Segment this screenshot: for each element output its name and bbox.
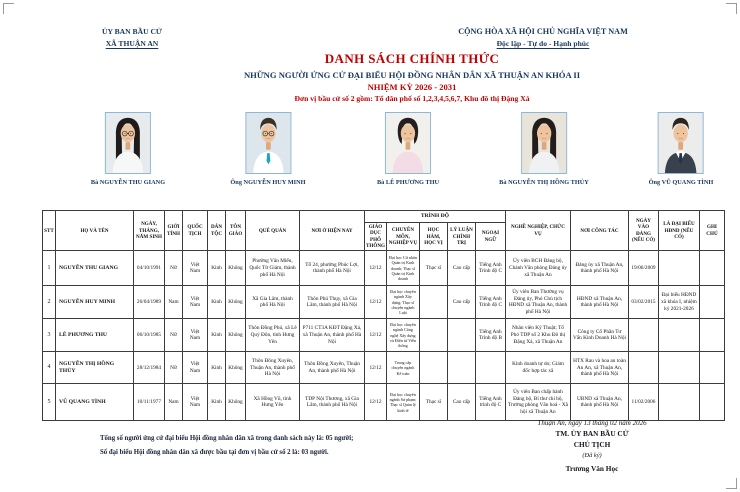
table-cell: 10/11/1977 (134, 384, 165, 421)
national-motto: Độc lập - Tự do - Hạnh phúc (496, 39, 590, 49)
signing-body: TM. ỦY BAN BẦU CỬ (555, 429, 629, 438)
table-cell (419, 286, 447, 319)
signer-name: Trương Văn Học (565, 464, 619, 473)
table-cell: Nam (165, 384, 183, 421)
table-cell: 12/12 (365, 319, 387, 352)
table-cell: Việt Nam (183, 352, 208, 384)
column-header: NƠI Ở HIỆN NAY (300, 211, 365, 251)
candidate-caption: Bà NGUYỄN THỊ HỒNG THỦY (499, 179, 589, 186)
table-cell: Đảng ủy xã Thuận An, thành phố Hà Nội (570, 251, 628, 286)
table-cell: NGUYỄN THU GIANG (56, 251, 134, 286)
table-cell: Việt Nam (183, 319, 208, 352)
table-cell (475, 352, 505, 384)
table-cell: Tiếng Anh trình độ C (475, 384, 505, 421)
candidate-figure (499, 112, 589, 186)
table-cell: Thôn Đồng Xuyên, Thuận An, thành phố Hà Nội (300, 352, 365, 384)
column-subheader: LÝ LUẬN CHÍNH TRỊ (447, 223, 475, 251)
constituency-line: Đơn vị bầu cử số 2 gồm: Tổ dân phố số 1,2,3,4,5,6,7, Khu đô thị Đặng Xá (294, 94, 530, 103)
table-cell: Nam (165, 286, 183, 319)
table-cell: 19/06/2009 (628, 251, 658, 286)
crop-mark-bottom-right (726, 478, 737, 489)
table-cell (658, 384, 699, 421)
table-cell: Tổ 24, phường Phúc Lợi, thành phố Hà Nội (300, 251, 365, 286)
table-cell: Không (226, 286, 246, 319)
table-cell: Việt Nam (183, 286, 208, 319)
table-cell: 04/10/1991 (134, 251, 165, 286)
document-subtitle: NHỮNG NGƯỜI ỨNG CỬ ĐẠI BIỂU HỘI ĐỒNG NHÂN DÂN XÃ THUẬN AN KHÓA II (243, 70, 581, 80)
candidate-photo (658, 112, 704, 174)
table-header-row (43, 211, 725, 223)
column-header: NGÀY, THÁNG, NĂM SINH (134, 211, 165, 251)
table-cell: Nữ (165, 251, 183, 286)
table-cell: 26/04/1989 (134, 286, 165, 319)
table-cell: Tiếng Anh Trình độ C (475, 286, 505, 319)
document-title-block (84, 51, 740, 103)
candidates-table (42, 210, 725, 421)
table-cell: NGUYỄN THỊ HỒNG THỦY (56, 352, 134, 384)
place-date-line: Thuận An, ngày 13 tháng 02 năm 2026 (537, 419, 647, 427)
table-cell (419, 319, 447, 352)
table-row (43, 352, 725, 384)
table-cell: Đại học chuyên ngành Sư phạm; Thạc sĩ Quản lý kinh tế (386, 384, 419, 421)
table-cell: 06/10/1985 (134, 319, 165, 352)
table-row (43, 384, 725, 421)
authority-name: ỦY BAN BẦU CỬ (102, 27, 162, 36)
signed-note: (Đã ký) (582, 452, 602, 459)
candidate-figure (649, 112, 714, 186)
crop-mark-top-right (726, 3, 737, 14)
candidate-caption: Ông NGUYỄN HUY MINH (230, 179, 306, 186)
table-cell: TDP Nội Thương, xã Gia Lâm, thành phố Hà Nội (300, 384, 365, 421)
column-header: QUÊ QUÁN (246, 211, 300, 251)
table-cell: Công ty Cổ Phần Tư Vấn Kinh Doanh Hà Nội (570, 319, 628, 352)
column-group-header: TRÌNH ĐỘ (365, 211, 506, 223)
table-cell (699, 251, 724, 286)
table-cell: 12/12 (365, 384, 387, 421)
issuing-authority-block (52, 26, 212, 50)
candidate-figure (91, 112, 165, 186)
table-cell: Việt Nam (183, 384, 208, 421)
table-cell: Xã Hồng Vũ, tỉnh Hưng Yên (246, 384, 300, 421)
column-subheader: NGOẠI NGỮ (475, 223, 505, 251)
candidate-photo (245, 112, 291, 174)
table-cell (447, 319, 475, 352)
table-cell: Kinh (208, 319, 226, 352)
table-cell: Đại biểu HĐND xã khóa I, nhiệm kỳ 2021-2026 (658, 286, 699, 319)
term-line: NHIỆM KỲ 2026 - 2031 (367, 82, 457, 92)
candidate-caption: Bà LÊ PHƯƠNG THU (376, 179, 440, 186)
table-cell (419, 352, 447, 384)
column-subheader: GIÁO DỤC PHỔ THÔNG (366, 224, 385, 250)
table-cell (699, 352, 724, 384)
table-cell: Nữ (165, 319, 183, 352)
table-cell: 11/02/2006 (628, 384, 658, 421)
table-cell: Ủy viên Ban chấp hành Đảng bộ, Bí thư chi bộ, Trưởng phòng Văn hoá - Xã hội xã Thuận An (505, 384, 570, 421)
table-cell: Không (226, 319, 246, 352)
table-cell (699, 319, 724, 352)
table-cell: 12/12 (365, 352, 387, 384)
signature-block (458, 419, 726, 473)
column-header: TÔN GIÁO (226, 211, 246, 251)
table-cell: Không (226, 251, 246, 286)
table-cell: Thạc sĩ (419, 251, 447, 286)
country-title: CỘNG HÒA XÃ HỘI CHỦ NGHĨA VIỆT NAM (458, 27, 628, 36)
table-cell: 3 (43, 319, 56, 352)
column-header: NGHỀ NGHIỆP, CHỨC VỤ (505, 211, 570, 251)
table-cell (658, 319, 699, 352)
table-cell (699, 384, 724, 421)
summary-notes (100, 432, 353, 459)
table-row (43, 286, 725, 319)
table-cell: P711 CT3A KĐT Đặng Xá, xã Thuận An, thành phố Hà Nội (300, 319, 365, 352)
table-cell: Thôn Phú Thụy, xã Gia Lâm, thành phố Hà Nội (300, 286, 365, 319)
table-cell: 12/12 (365, 286, 387, 319)
table-cell: VŨ QUANG TÌNH (56, 384, 134, 421)
table-cell: Ủy viên Ban Thường vụ Đảng ủy, Phó Chủ tịch HĐND xã Thuận An, thành phố Hà Nội (505, 286, 570, 319)
column-subheader: HỌC HÀM, HỌC VỊ (419, 223, 447, 251)
table-cell: Không (226, 384, 246, 421)
table-cell: 5 (43, 384, 56, 421)
table-cell: Cao cấp (447, 286, 475, 319)
table-cell: 2 (43, 286, 56, 319)
column-header: NƠI CÔNG TÁC (570, 211, 628, 251)
table-cell: HĐND xã Thuận An, thành phố Hà Nội (570, 286, 628, 319)
candidate-caption: Bà NGUYỄN THU GIANG (90, 179, 166, 186)
table-cell: Tiếng Anh Trình độ C (475, 251, 505, 286)
table-cell (699, 286, 724, 319)
table-cell: UBND xã Thuận An, thành phố Hà Nội (570, 384, 628, 421)
document-title: DANH SÁCH CHÍNH THỨC (324, 51, 500, 66)
authority-unit: XÃ THUẬN AN (105, 38, 159, 48)
table-cell: Kinh doanh tự do; Giám đốc hợp tác xã (505, 352, 570, 384)
table-cell: Đại học chuyên ngành Công nghệ Xây dựng và Điện tử Viễn thông (386, 319, 419, 352)
table-cell: Kinh (208, 384, 226, 421)
table-cell: Cao cấp (447, 251, 475, 286)
table-cell: Việt Nam (183, 251, 208, 286)
table-row (43, 251, 725, 286)
table-cell: Cao cấp (447, 384, 475, 421)
table-cell: Không (226, 352, 246, 384)
column-header: STT (43, 211, 56, 251)
table-cell: Đại học chuyên ngành Xây dựng; Thạc sĩ chuyên ngành Luật (386, 286, 419, 319)
candidates-table-wrap (42, 210, 725, 421)
table-cell (447, 352, 475, 384)
candidate-photo (385, 112, 431, 174)
table-cell: Ủy viên BCH Đảng bộ, Chánh Văn phòng Đảng ủy xã Thuận An (505, 251, 570, 286)
signer-title: CHỦ TỊCH (573, 440, 611, 449)
column-header: GIỚI TÍNH (165, 211, 183, 251)
table-cell: 4 (43, 352, 56, 384)
summary-line-1: Tổng số người ứng cử đại biểu Hội đồng nhân dân xã trong danh sách này là: 05 người; (100, 435, 354, 442)
column-header: GHI CHÚ (699, 211, 724, 251)
table-cell: Kinh (208, 352, 226, 384)
column-header: QUỐC TỊCH (183, 211, 208, 251)
table-cell (628, 352, 658, 384)
table-cell (658, 251, 699, 286)
table-cell: Thạc sĩ (419, 384, 447, 421)
candidate-caption: Ông VŨ QUANG TÌNH (648, 179, 714, 186)
table-cell (628, 319, 658, 352)
national-header-block (378, 26, 708, 50)
table-cell: LÊ PHƯƠNG THU (56, 319, 134, 352)
table-cell: Thôn Đồng Phú, xã Lê Quý Đôn, tỉnh Hưng Yên (246, 319, 300, 352)
column-header: NGÀY VÀO ĐẢNG (NẾU CÓ) (628, 211, 658, 251)
table-cell: Đại học Cử nhân Quản trị Kinh doanh; Thạc sĩ Quản trị Kinh doanh (386, 251, 419, 286)
table-cell: Kinh (208, 251, 226, 286)
table-row (43, 319, 725, 352)
table-cell: HTX Rau và hoa an toàn An An, xã Thuận An, thành phố Hà Nội (570, 352, 628, 384)
table-cell: 12/12 (365, 251, 387, 286)
table-cell: Xã Gia Lâm, thành phố Hà Nội (246, 286, 300, 319)
table-cell: 28/12/1984 (134, 352, 165, 384)
column-subheader: CHUYÊN MÔN, NGHIỆP VỤ (386, 223, 419, 251)
table-cell (658, 352, 699, 384)
candidate-photo (521, 112, 567, 174)
table-cell: Thôn Đồng Xuyên, Thuận An, thành phố Hà Nội (246, 352, 300, 384)
column-header: DÂN TỘC (208, 211, 226, 251)
candidate-photo (105, 112, 151, 174)
column-header: HỌ VÀ TÊN (56, 211, 134, 251)
table-cell: Nhân viên Kỹ Thuật; Tổ Phó TDP số 2 Khu Đô thị Đặng Xá, xã Thuận An (505, 319, 570, 352)
table-cell: Tiếng Anh Trình độ B (475, 319, 505, 352)
table-cell: Phường Văn Miếu, Quốc Tử Giám, thành phố Hà Nội (246, 251, 300, 286)
table-cell: Nữ (165, 352, 183, 384)
table-cell: Kinh (208, 286, 226, 319)
table-cell: 1 (43, 251, 56, 286)
summary-line-2: Số đại biểu Hội đồng nhân dân xã được bầu tại đơn vị bầu cử số 2 là: 03 người. (100, 448, 329, 456)
column-header: LÀ ĐẠI BIỂU HĐND (NẾU CÓ) (658, 211, 699, 251)
candidate-photos-row (0, 112, 740, 206)
crop-mark-top-left (3, 3, 14, 14)
candidate-figure (377, 112, 439, 186)
table-cell: 03/02/2015 (628, 286, 658, 319)
table-cell: NGUYỄN HUY MINH (56, 286, 134, 319)
table-cell: Trung cấp chuyên ngành Kế toán (386, 352, 419, 384)
candidate-figure (230, 112, 305, 186)
